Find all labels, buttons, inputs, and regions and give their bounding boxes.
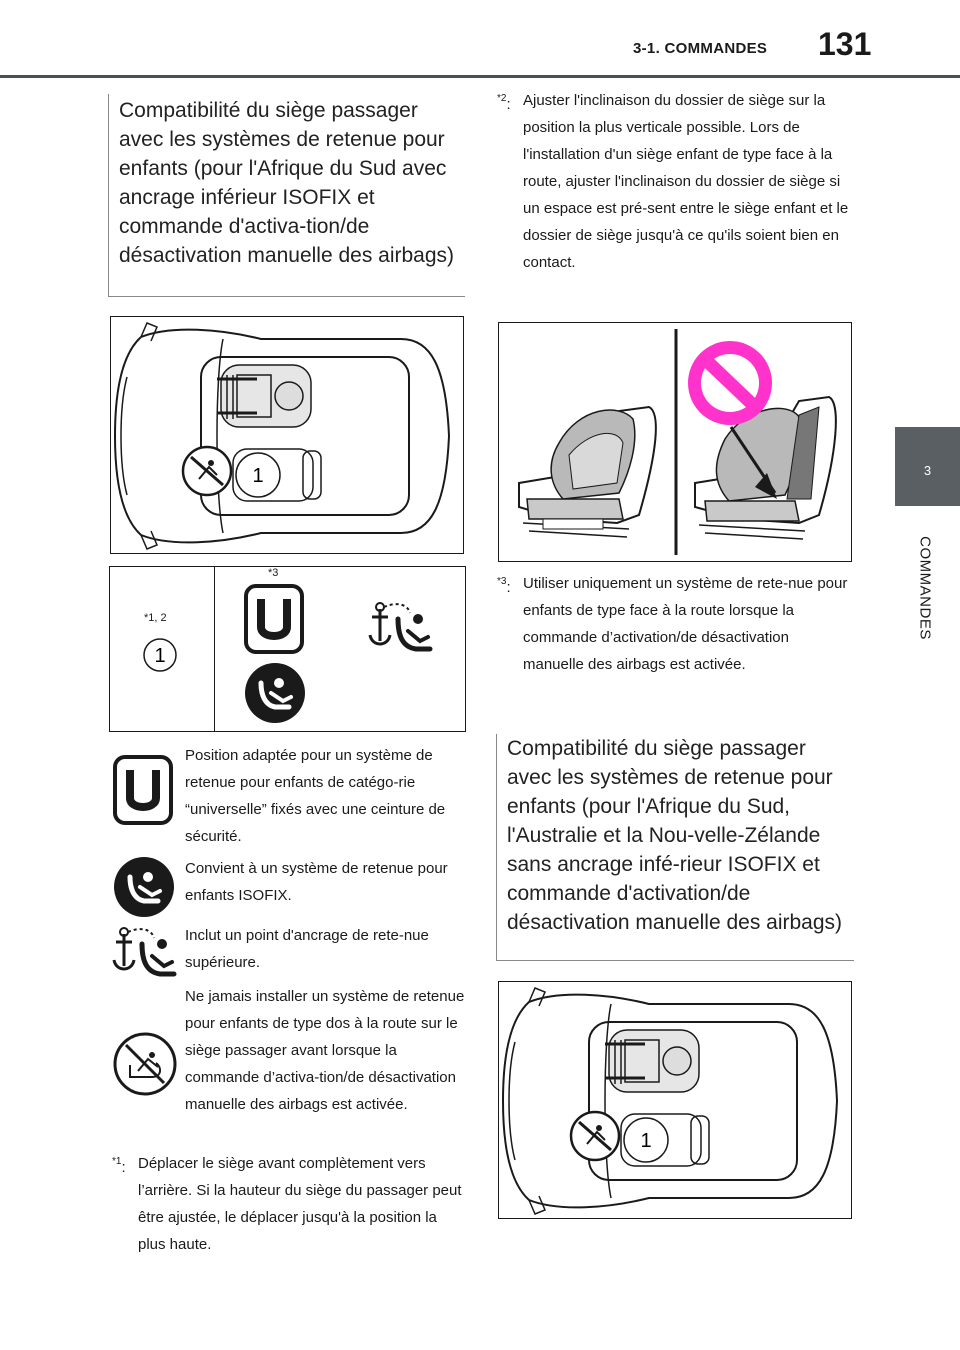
chapter-label-text: COMMANDES	[916, 536, 934, 640]
isofix-seat-icon	[243, 661, 307, 725]
page-number: 131	[818, 26, 872, 62]
position-badge-1-b: 1	[640, 1130, 652, 1152]
footnote-2-marker: $^{*2}$:	[497, 93, 511, 113]
table-col2-note: *3	[268, 567, 279, 579]
seat-comparison-illustration	[499, 323, 852, 562]
legend-text-no-rear-facing: Ne jamais installer un système de retenue pour enfants de type dos à la route sur le siège passager avant lorsque la commande d’activa-tion/de désactivation manuelle des airbags est activée.	[185, 988, 465, 1113]
car-diagram-isofix	[110, 316, 464, 554]
seat-recline-illustration	[498, 322, 852, 562]
header-section-title: 3-1. COMMANDES	[633, 40, 768, 57]
section-title-no-isofix: Compatibilité du siège passager avec les systèmes de retenue pour enfants (pour l'Afrique du Sud, l'Australie et la Nou-velle-Zélande sans ancrage infé-rieur ISOFIX et commande d'activation/de désactivation manuelle des airbags)	[496, 734, 854, 961]
top-tether-anchor-icon	[112, 926, 178, 980]
table-col1-note: *1, 2	[144, 612, 167, 624]
header-rule	[0, 75, 960, 78]
compatibility-table	[109, 566, 466, 732]
section-title-isofix: Compatibilité du siège passager avec les systèmes de retenue pour enfants (pour l'Afrique du Sud avec ancrage inférieur ISOFIX et commande d'activa-tion/de désactivation manuelle des airbags)	[108, 94, 465, 297]
car-diagram-no-isofix	[498, 981, 852, 1219]
isofix-seat-icon	[112, 855, 176, 919]
universal-u-icon	[112, 754, 174, 826]
footnote-1-text: Déplacer le siège avant complètement vers l’arrière. Si la hauteur du siège du passager peut être ajustée, le déplacer jusqu'à la position la plus haute.	[138, 1155, 462, 1253]
footnote-3	[497, 570, 852, 710]
chapter-label	[893, 518, 957, 658]
position-1-circle-icon	[142, 637, 178, 673]
chapter-number: 3	[923, 463, 932, 478]
footnote-3-text: Utiliser uniquement un système de rete-nue pour enfants de type face à la route lorsque la commande d’activation/de désactivation manuelle des airbags est activée.	[523, 575, 848, 673]
chapter-tab	[895, 427, 960, 506]
position-badge-1: 1	[252, 465, 264, 487]
top-tether-anchor-icon	[368, 601, 434, 655]
car-top-view-illustration	[111, 317, 464, 554]
footnote-2-text: Ajuster l'inclinaison du dossier de siège sur la position la plus verticale possible. Lors de l'installation d'un siège enfant de type face à la route, ajuster l'inclinaison du dossier de siège si un espace est pré-sent entre le siège enfant et le dossier de siège jusqu'à ce qu'ils soient bien en contact.	[523, 92, 849, 271]
table-col1-number: 1	[154, 645, 166, 667]
footnote-2	[497, 87, 852, 307]
footnote-1	[112, 1150, 467, 1260]
legend-text-anchor: Inclut un point d'ancrage de rete-nue supérieure.	[185, 927, 429, 971]
universal-u-icon	[243, 583, 305, 655]
car-top-view-illustration-2	[499, 982, 852, 1219]
legend-text-universal: Position adaptée pour un système de retenue pour enfants de catégo-rie “universelle” fixés avec une ceinture de sécurité.	[185, 747, 446, 845]
legend-text-isofix: Convient à un système de retenue pour enfants ISOFIX.	[185, 860, 448, 904]
no-rear-facing-icon	[112, 1031, 178, 1097]
footnote-1-marker: $^{*1}$:	[112, 1156, 126, 1176]
table-divider	[214, 567, 215, 731]
footnote-3-marker: $^{*3}$:	[497, 576, 511, 596]
